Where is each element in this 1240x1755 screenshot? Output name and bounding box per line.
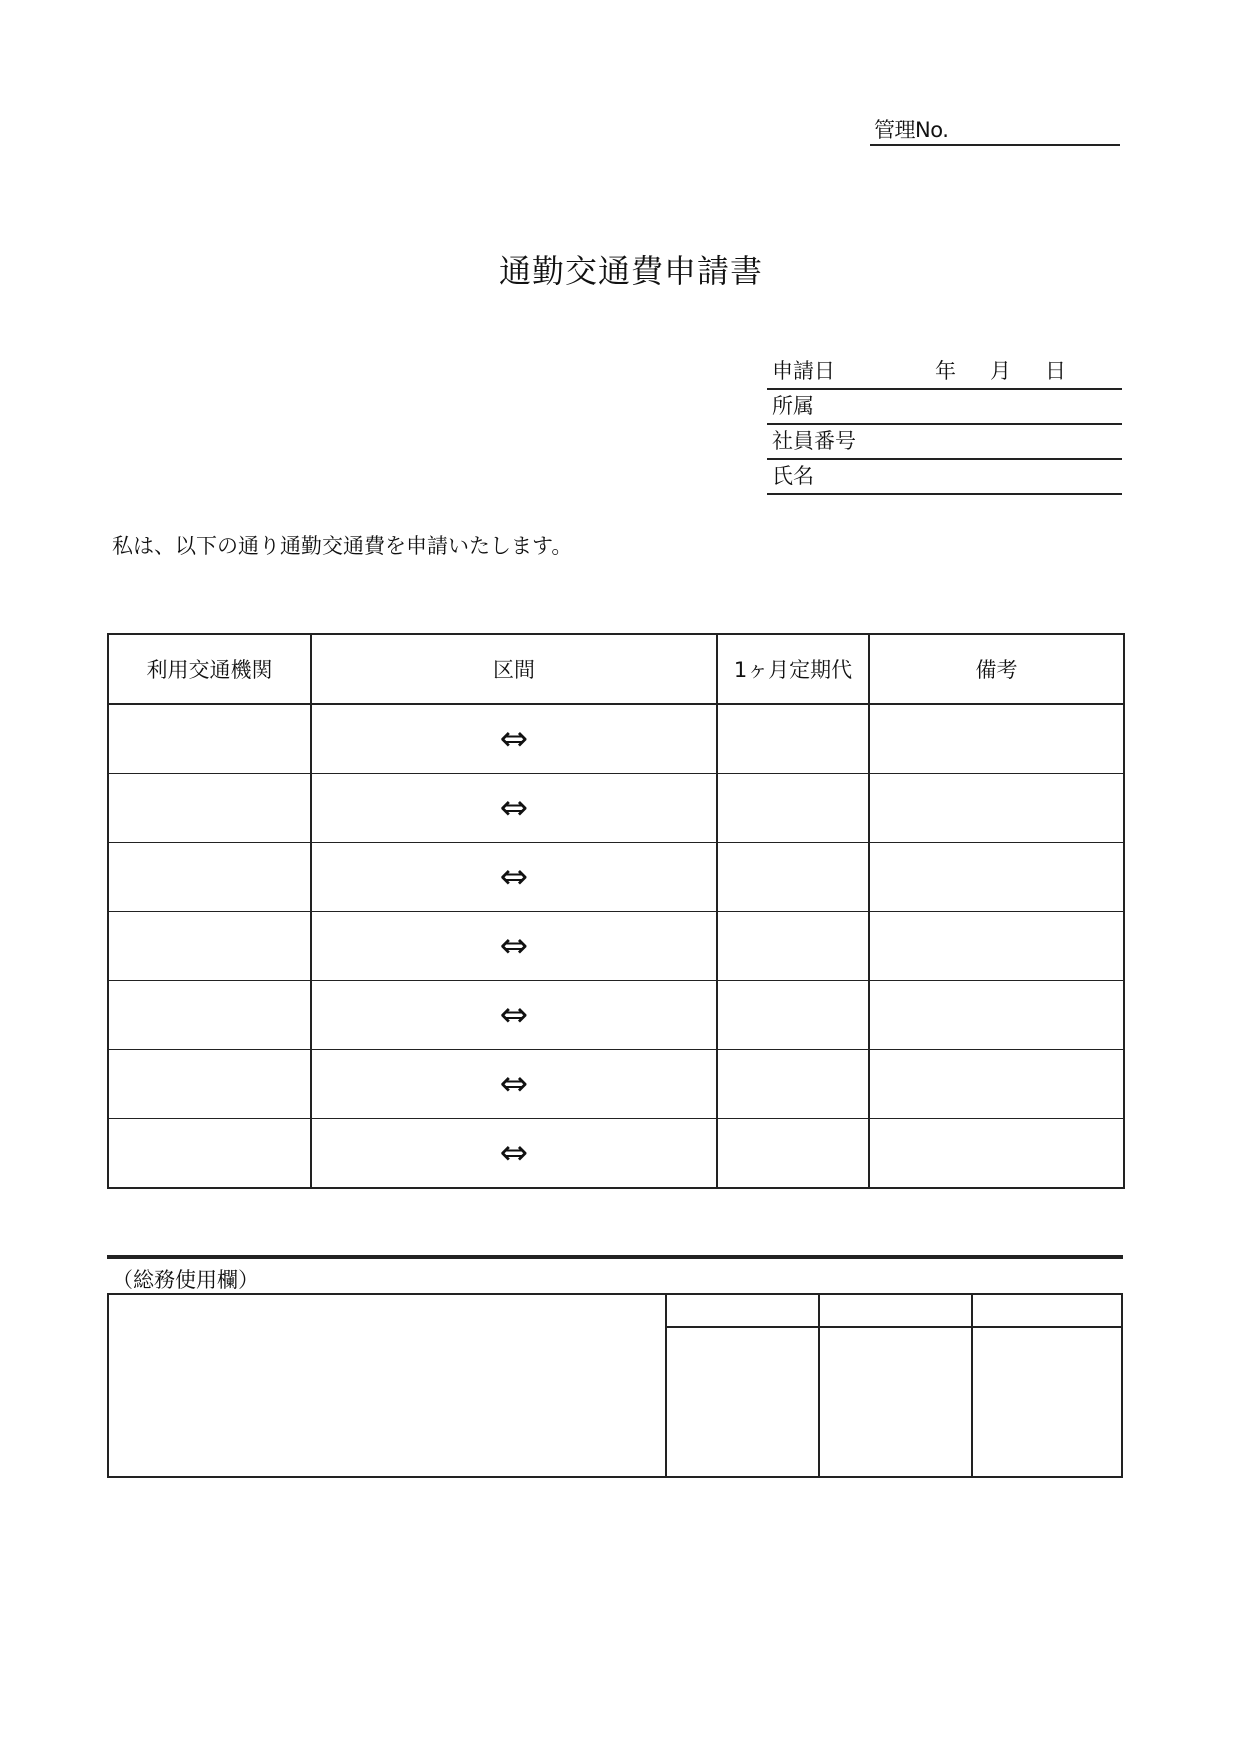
remarks-cell[interactable] (869, 1050, 1124, 1119)
section-cell[interactable] (311, 843, 717, 912)
section-cell[interactable] (311, 981, 717, 1050)
stamp-header-1 (667, 1293, 818, 1328)
pass-cost-cell[interactable] (717, 981, 869, 1050)
table-row (108, 981, 1124, 1050)
month-unit: 月 (990, 359, 1011, 383)
table-row (108, 774, 1124, 843)
transport-cell[interactable] (108, 774, 311, 843)
transport-cell[interactable] (108, 1119, 311, 1189)
application-date-field[interactable] (767, 355, 1122, 390)
stamp-header-3 (973, 1293, 1123, 1328)
transport-cell[interactable] (108, 843, 311, 912)
header-section: 区間 (311, 634, 717, 704)
name-field[interactable] (767, 460, 1122, 495)
section-cell[interactable] (311, 704, 717, 774)
remarks-cell[interactable] (869, 843, 1124, 912)
section-cell[interactable] (311, 1119, 717, 1189)
bidirectional-arrow-icon: ⇔ (499, 857, 529, 897)
year-unit: 年 (935, 359, 956, 383)
stamp-header-2 (820, 1293, 971, 1328)
pass-cost-cell[interactable] (717, 774, 869, 843)
section-cell[interactable] (311, 774, 717, 843)
general-affairs-label: （総務使用欄） (112, 1268, 259, 1292)
general-affairs-memo[interactable] (107, 1293, 667, 1478)
bidirectional-arrow-icon: ⇔ (499, 1064, 529, 1104)
bidirectional-arrow-icon: ⇔ (499, 719, 529, 759)
bidirectional-arrow-icon: ⇔ (499, 995, 529, 1035)
remarks-cell[interactable] (869, 981, 1124, 1050)
table-row (108, 704, 1124, 774)
transport-cell[interactable] (108, 912, 311, 981)
remarks-cell[interactable] (869, 1119, 1124, 1189)
pass-cost-cell[interactable] (717, 843, 869, 912)
header-pass-cost: 1ヶ月定期代 (717, 634, 869, 704)
declaration-text: 私は、以下の通り通勤交通費を申請いたします。 (112, 534, 573, 558)
transport-cell[interactable] (108, 981, 311, 1050)
pass-cost-cell[interactable] (717, 912, 869, 981)
transport-cell[interactable] (108, 704, 311, 774)
table-row (108, 1050, 1124, 1119)
pass-cost-cell[interactable] (717, 1119, 869, 1189)
stamp-box-1[interactable] (667, 1293, 820, 1478)
employee-number-field[interactable] (767, 425, 1122, 460)
section-cell[interactable] (311, 1050, 717, 1119)
table-header-row (108, 634, 1124, 704)
application-date-label: 申請日 (772, 359, 835, 383)
department-label: 所属 (772, 394, 814, 418)
management-number-field[interactable] (870, 110, 1120, 146)
department-field[interactable] (767, 390, 1122, 425)
management-number-label: 管理No. (874, 118, 949, 142)
remarks-cell[interactable] (869, 704, 1124, 774)
commute-table (107, 633, 1125, 1189)
table-row (108, 1119, 1124, 1189)
bidirectional-arrow-icon: ⇔ (499, 926, 529, 966)
table-row (108, 912, 1124, 981)
bidirectional-arrow-icon: ⇔ (499, 1133, 529, 1173)
remarks-cell[interactable] (869, 912, 1124, 981)
header-remarks: 備考 (869, 634, 1124, 704)
applicant-info (767, 355, 1122, 495)
remarks-cell[interactable] (869, 774, 1124, 843)
bidirectional-arrow-icon: ⇔ (499, 788, 529, 828)
employee-number-label: 社員番号 (772, 429, 856, 453)
document-title: 通勤交通費申請書 (498, 252, 763, 290)
pass-cost-cell[interactable] (717, 1050, 869, 1119)
header-transport: 利用交通機関 (108, 634, 311, 704)
table-row (108, 843, 1124, 912)
stamp-box-2[interactable] (820, 1293, 973, 1478)
day-unit: 日 (1045, 359, 1066, 383)
stamp-box-3[interactable] (973, 1293, 1123, 1478)
name-label: 氏名 (772, 464, 814, 488)
transport-cell[interactable] (108, 1050, 311, 1119)
section-cell[interactable] (311, 912, 717, 981)
general-affairs-divider (107, 1255, 1123, 1259)
pass-cost-cell[interactable] (717, 704, 869, 774)
